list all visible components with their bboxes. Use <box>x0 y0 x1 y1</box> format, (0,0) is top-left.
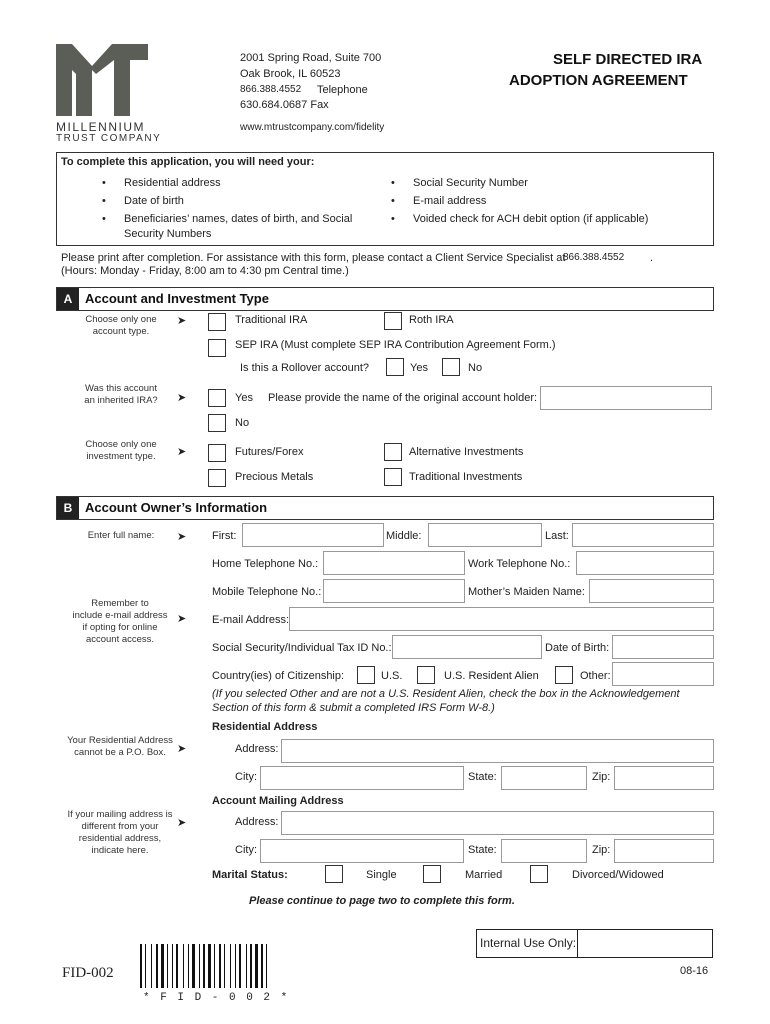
continue-note: Please continue to page two to complete this form. <box>249 895 515 907</box>
note-investment-type: Choose only one investment type. <box>85 439 157 462</box>
arrow-right-icon: ➤ <box>177 446 187 458</box>
dob-label: Date of Birth: <box>545 642 610 654</box>
divorced-checkbox[interactable] <box>530 865 548 883</box>
phone-number: 866.388.4552 <box>240 84 302 95</box>
mobile-phone-input[interactable] <box>323 579 465 603</box>
last-name-label: Last: <box>545 530 569 542</box>
section-b-letter: B <box>57 497 79 519</box>
bullet-icon: • <box>391 213 395 225</box>
company-subname: TRUST COMPANY <box>56 133 162 144</box>
original-holder-input[interactable] <box>540 386 712 410</box>
inherited-no-checkbox[interactable] <box>208 414 226 432</box>
date-code: 08-16 <box>680 965 709 977</box>
residential-city-label: City: <box>235 771 257 783</box>
ssn-input[interactable] <box>392 635 542 659</box>
internal-use-label: Internal Use Only: <box>480 936 577 950</box>
email-label: E-mail Address: <box>212 614 290 626</box>
middle-name-label: Middle: <box>386 530 422 542</box>
work-phone-label: Work Telephone No.: <box>468 558 571 570</box>
other-citizen-checkbox[interactable] <box>555 666 573 684</box>
arrow-right-icon: ➤ <box>177 817 187 829</box>
email-input[interactable] <box>289 607 714 631</box>
us-citizen-checkbox[interactable] <box>357 666 375 684</box>
mailing-address-input[interactable] <box>281 811 714 835</box>
traditional-investments-checkbox[interactable] <box>384 468 402 486</box>
barcode-text: * F I D - 0 0 2 * <box>143 992 290 1004</box>
alternative-label: Alternative Investments <box>409 446 524 458</box>
req-beneficiaries: Beneficiaries’ names, dates of birth, and Social <box>124 213 353 225</box>
instructions-period: . <box>650 252 654 264</box>
note-email: Remember to include e-mail address if opting for online account access. <box>72 598 168 645</box>
website-link[interactable]: www.mtrustcompany.com/fidelity <box>240 122 385 133</box>
residential-heading: Residential Address <box>212 721 318 733</box>
note-full-name: Enter full name: <box>87 530 155 541</box>
req-residential: Residential address <box>124 177 221 189</box>
other-note-line1: (If you selected Other and are not a U.S. Resident Alien, check the box in the Acknowledgement <box>212 688 680 700</box>
married-label: Married <box>465 869 503 881</box>
section-a-title: Account and Investment Type <box>85 291 269 306</box>
phone-label: Telephone <box>317 84 368 96</box>
residential-zip-label: Zip: <box>592 771 611 783</box>
traditional-ira-label: Traditional IRA <box>235 314 308 326</box>
bullet-icon: • <box>102 213 106 225</box>
us-citizen-label: U.S. <box>381 670 403 682</box>
residential-state-label: State: <box>468 771 497 783</box>
arrow-right-icon: ➤ <box>177 613 187 625</box>
form-title-line2: ADOPTION AGREEMENT <box>509 72 688 89</box>
residential-address-input[interactable] <box>281 739 714 763</box>
section-a-letter: A <box>57 288 79 310</box>
req-beneficiaries-cont: Security Numbers <box>124 228 212 240</box>
form-title-line1: SELF DIRECTED IRA <box>553 51 703 68</box>
other-citizen-label: Other: <box>580 670 611 682</box>
section-b-title: Account Owner’s Information <box>85 500 268 515</box>
ssn-label: Social Security/Individual Tax ID No.: <box>212 642 392 654</box>
mobile-phone-label: Mobile Telephone No.: <box>212 586 322 598</box>
single-label: Single <box>366 869 397 881</box>
mailing-city-input[interactable] <box>260 839 464 863</box>
first-name-label: First: <box>212 530 237 542</box>
internal-use-field[interactable] <box>577 930 578 957</box>
barcode <box>140 944 268 988</box>
arrow-right-icon: ➤ <box>177 315 187 327</box>
roth-ira-checkbox[interactable] <box>384 312 402 330</box>
traditional-ira-checkbox[interactable] <box>208 313 226 331</box>
roth-ira-label: Roth IRA <box>409 314 454 326</box>
form-id: FID-002 <box>62 965 114 981</box>
bullet-icon: • <box>102 195 106 207</box>
instructions-phone: 866.388.4552 <box>563 252 625 263</box>
arrow-right-icon: ➤ <box>177 743 187 755</box>
dob-input[interactable] <box>612 635 714 659</box>
bullet-icon: • <box>391 177 395 189</box>
work-phone-input[interactable] <box>576 551 714 575</box>
home-phone-label: Home Telephone No.: <box>212 558 319 570</box>
requirements-heading: To complete this application, you will need your: <box>61 156 315 168</box>
residential-zip-input[interactable] <box>614 766 714 790</box>
section-b-header <box>56 496 714 520</box>
residential-state-input[interactable] <box>501 766 587 790</box>
marital-status-label: Marital Status: <box>212 869 288 881</box>
note-residential: Your Residential Address cannot be a P.O. Box. <box>67 735 173 758</box>
married-checkbox[interactable] <box>423 865 441 883</box>
first-name-input[interactable] <box>242 523 384 547</box>
inherited-yes-checkbox[interactable] <box>208 389 226 407</box>
inherited-yes-label: Yes <box>235 392 253 404</box>
rollover-question: Is this a Rollover account? <box>240 362 370 374</box>
arrow-right-icon: ➤ <box>177 392 187 404</box>
note-mailing: If your mailing address is different from your residential address, indicate here. <box>67 809 173 856</box>
arrow-right-icon: ➤ <box>177 531 187 543</box>
note-account-type: Choose only one account type. <box>85 314 157 337</box>
single-checkbox[interactable] <box>325 865 343 883</box>
original-holder-label: Please provide the name of the original account holder: <box>268 392 538 404</box>
company-logo <box>56 44 148 116</box>
maiden-name-input[interactable] <box>589 579 714 603</box>
section-a-header <box>56 287 714 311</box>
mailing-city-label: City: <box>235 844 257 856</box>
company-name: MILLENNIUM <box>56 120 146 134</box>
precious-metals-checkbox[interactable] <box>208 469 226 487</box>
maiden-name-label: Mother’s Maiden Name: <box>468 586 585 598</box>
req-dob: Date of birth <box>124 195 184 207</box>
note-inherited: Was this account an inherited IRA? <box>84 383 158 406</box>
mailing-zip-input[interactable] <box>614 839 714 863</box>
divorced-label: Divorced/Widowed <box>572 869 664 881</box>
us-resident-checkbox[interactable] <box>417 666 435 684</box>
mailing-address-label: Address: <box>235 816 279 828</box>
req-email: E-mail address <box>413 195 487 207</box>
mailing-heading: Account Mailing Address <box>212 795 344 807</box>
address-line2: Oak Brook, IL 60523 <box>240 68 341 80</box>
req-ssn: Social Security Number <box>413 177 528 189</box>
bullet-icon: • <box>102 177 106 189</box>
bullet-icon: • <box>391 195 395 207</box>
sep-ira-checkbox[interactable] <box>208 339 226 357</box>
mailing-state-label: State: <box>468 844 497 856</box>
traditional-investments-label: Traditional Investments <box>409 471 523 483</box>
sep-ira-label: SEP IRA (Must complete SEP IRA Contribution Agreement Form.) <box>235 339 556 351</box>
instructions-line1: Please print after completion. For assistance with this form, please contact a Client Service Specialist at <box>61 252 566 264</box>
home-phone-input[interactable] <box>323 551 465 575</box>
rollover-no-checkbox[interactable] <box>442 358 460 376</box>
last-name-input[interactable] <box>572 523 714 547</box>
rollover-yes-checkbox[interactable] <box>386 358 404 376</box>
fax-number: 630.684.0687 Fax <box>240 99 329 111</box>
req-voided-check: Voided check for ACH debit option (if applicable) <box>413 213 649 225</box>
other-note-line2: Section of this form & submit a completed IRS Form W-8.) <box>212 702 495 714</box>
residential-city-input[interactable] <box>260 766 464 790</box>
middle-name-input[interactable] <box>428 523 542 547</box>
citizenship-label: Country(ies) of Citizenship: <box>212 670 345 682</box>
other-citizen-input[interactable] <box>612 662 714 686</box>
residential-address-label: Address: <box>235 743 279 755</box>
instructions-line2: (Hours: Monday - Friday, 8:00 am to 4:30 pm Central time.) <box>61 265 349 277</box>
mailing-zip-label: Zip: <box>592 844 611 856</box>
rollover-yes-label: Yes <box>410 362 428 374</box>
alternative-checkbox[interactable] <box>384 443 402 461</box>
rollover-no-label: No <box>468 362 483 374</box>
address-line1: 2001 Spring Road, Suite 700 <box>240 52 382 64</box>
inherited-no-label: No <box>235 417 250 429</box>
mailing-state-input[interactable] <box>501 839 587 863</box>
precious-metals-label: Precious Metals <box>235 471 314 483</box>
us-resident-label: U.S. Resident Alien <box>444 670 539 682</box>
futures-checkbox[interactable] <box>208 444 226 462</box>
futures-label: Futures/Forex <box>235 446 304 458</box>
